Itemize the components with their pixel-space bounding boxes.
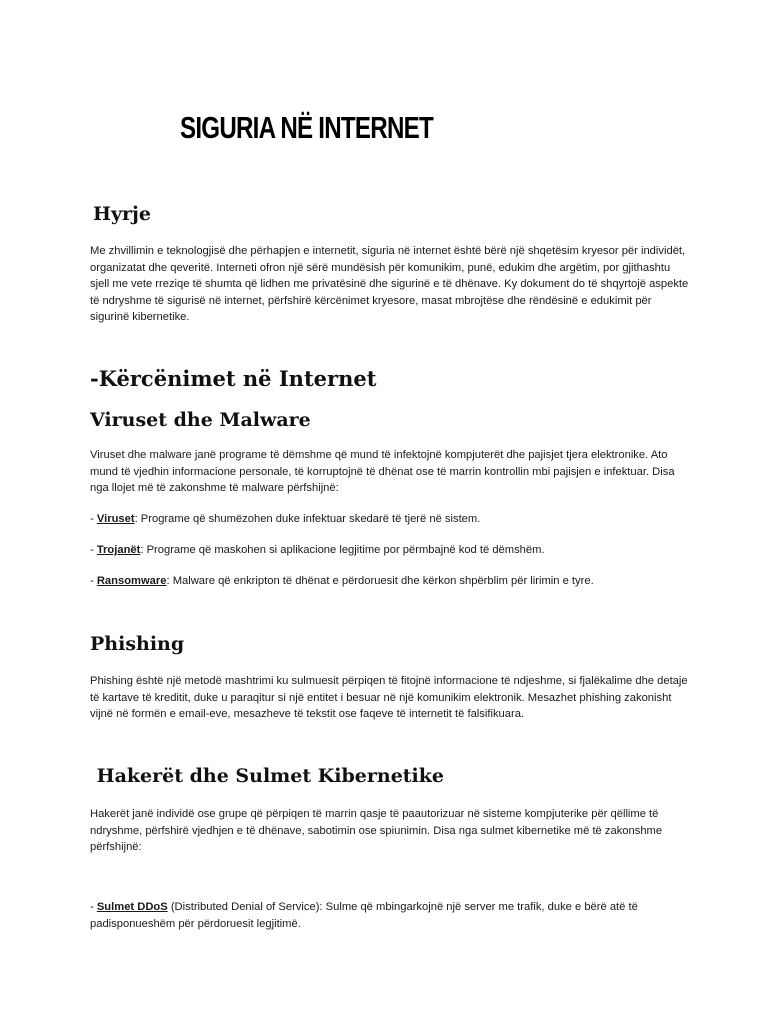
term-ddos: Sulmet DDoS <box>96 901 168 913</box>
list-item-prefix: - <box>90 575 97 587</box>
term-trojanet: Trojanët <box>96 544 141 556</box>
viruses-heading: Viruset dhe Malware <box>90 409 311 431</box>
term-ransomware: Ransomware <box>96 575 167 587</box>
viruses-paragraph: Viruset dhe malware janë programe të dëmshme që mund të infektojnë kompjuterët dhe pajisjet tjera elektronike. Ato mund të vjedhin informacione personale, të korruptojnë të dhënat ose të marrin kontrollin mbi pajisjen e infektuar. Disa nga llojet më të zakonshme të malware përfshijnë: <box>90 449 675 494</box>
list-item-prefix: - <box>90 513 97 525</box>
intro-heading: Hyrje <box>93 203 151 225</box>
list-item-ransomware <box>90 573 690 590</box>
list-item-desc: : Programe që shumëzohen duke infektuar skedarë të tjerë në sistem. <box>134 513 481 525</box>
list-item-desc: : Programe që maskohen si aplikacione legjitime por përmbajnë kod të dëmshëm. <box>140 544 545 556</box>
list-item-ddos <box>90 899 690 932</box>
list-item-desc: (Distributed Denial of Service): Sulme që mbingarkojnë një server me trafik, duke e bërë atë të padisponueshëm për përdoruesit legjitimë. <box>90 901 638 930</box>
list-item-prefix: - <box>90 544 97 556</box>
phishing-heading: Phishing <box>90 633 185 655</box>
document-title: SIGURIA NË INTERNET <box>180 110 433 145</box>
hackers-paragraph: Hakerët janë individë ose grupe që përpiqen të marrin qasje të paautorizuar në sisteme kompjuterike për qëllime të ndryshme, përfshirë vjedhjen e të dhënave, sabotimin ose spiunimin. Disa nga sulmet kibernetike më të zakonshme përfshijnë: <box>90 808 663 853</box>
list-item-trojanet <box>90 542 690 559</box>
term-viruset: Viruset <box>96 513 135 525</box>
intro-paragraph: Me zhvillimin e teknologjisë dhe përhapjen e internetit, siguria në internet është bërë një shqetësim kryesor për individët, organizatat dhe qeveritë. Interneti ofron një sërë mundësish për komunikim, punë, edukim dhe argëtim, por gjithashtu sjell me vete rreziqe të shumta që lidhen me privatësinë dhe sigurinë e të dhënave. Ky dokument do të shqyrtojë aspekte të ndryshme të sigurisë në internet, përfshirë kërcënimet kryesore, masat mbrojtëse dhe rëndësinë e edukimit për sigurinë kibernetike. <box>90 245 689 323</box>
list-item-desc: : Malware që enkripton të dhënat e përdoruesit dhe kërkon shpërblim për lirimin e tyre. <box>166 575 594 587</box>
list-item-viruset <box>90 511 690 528</box>
phishing-paragraph: Phishing është një metodë mashtrimi ku sulmuesit përpiqen të fitojnë informacione të ndjeshme, si fjalëkalime dhe detaje të kartave të kreditit, duke u paraqitur si një entitet i besuar në një komunikim elektronik. Mesazhet phishing zakonisht vijnë në formën e email-eve, mesazheve të tekstit ose faqeve të internetit të falsifikuara. <box>90 675 688 720</box>
threats-heading: -Kërcënimet në Internet <box>90 366 377 391</box>
list-item-prefix: - <box>90 901 97 913</box>
hackers-heading: Hakerët dhe Sulmet Kibernetike <box>90 765 445 787</box>
